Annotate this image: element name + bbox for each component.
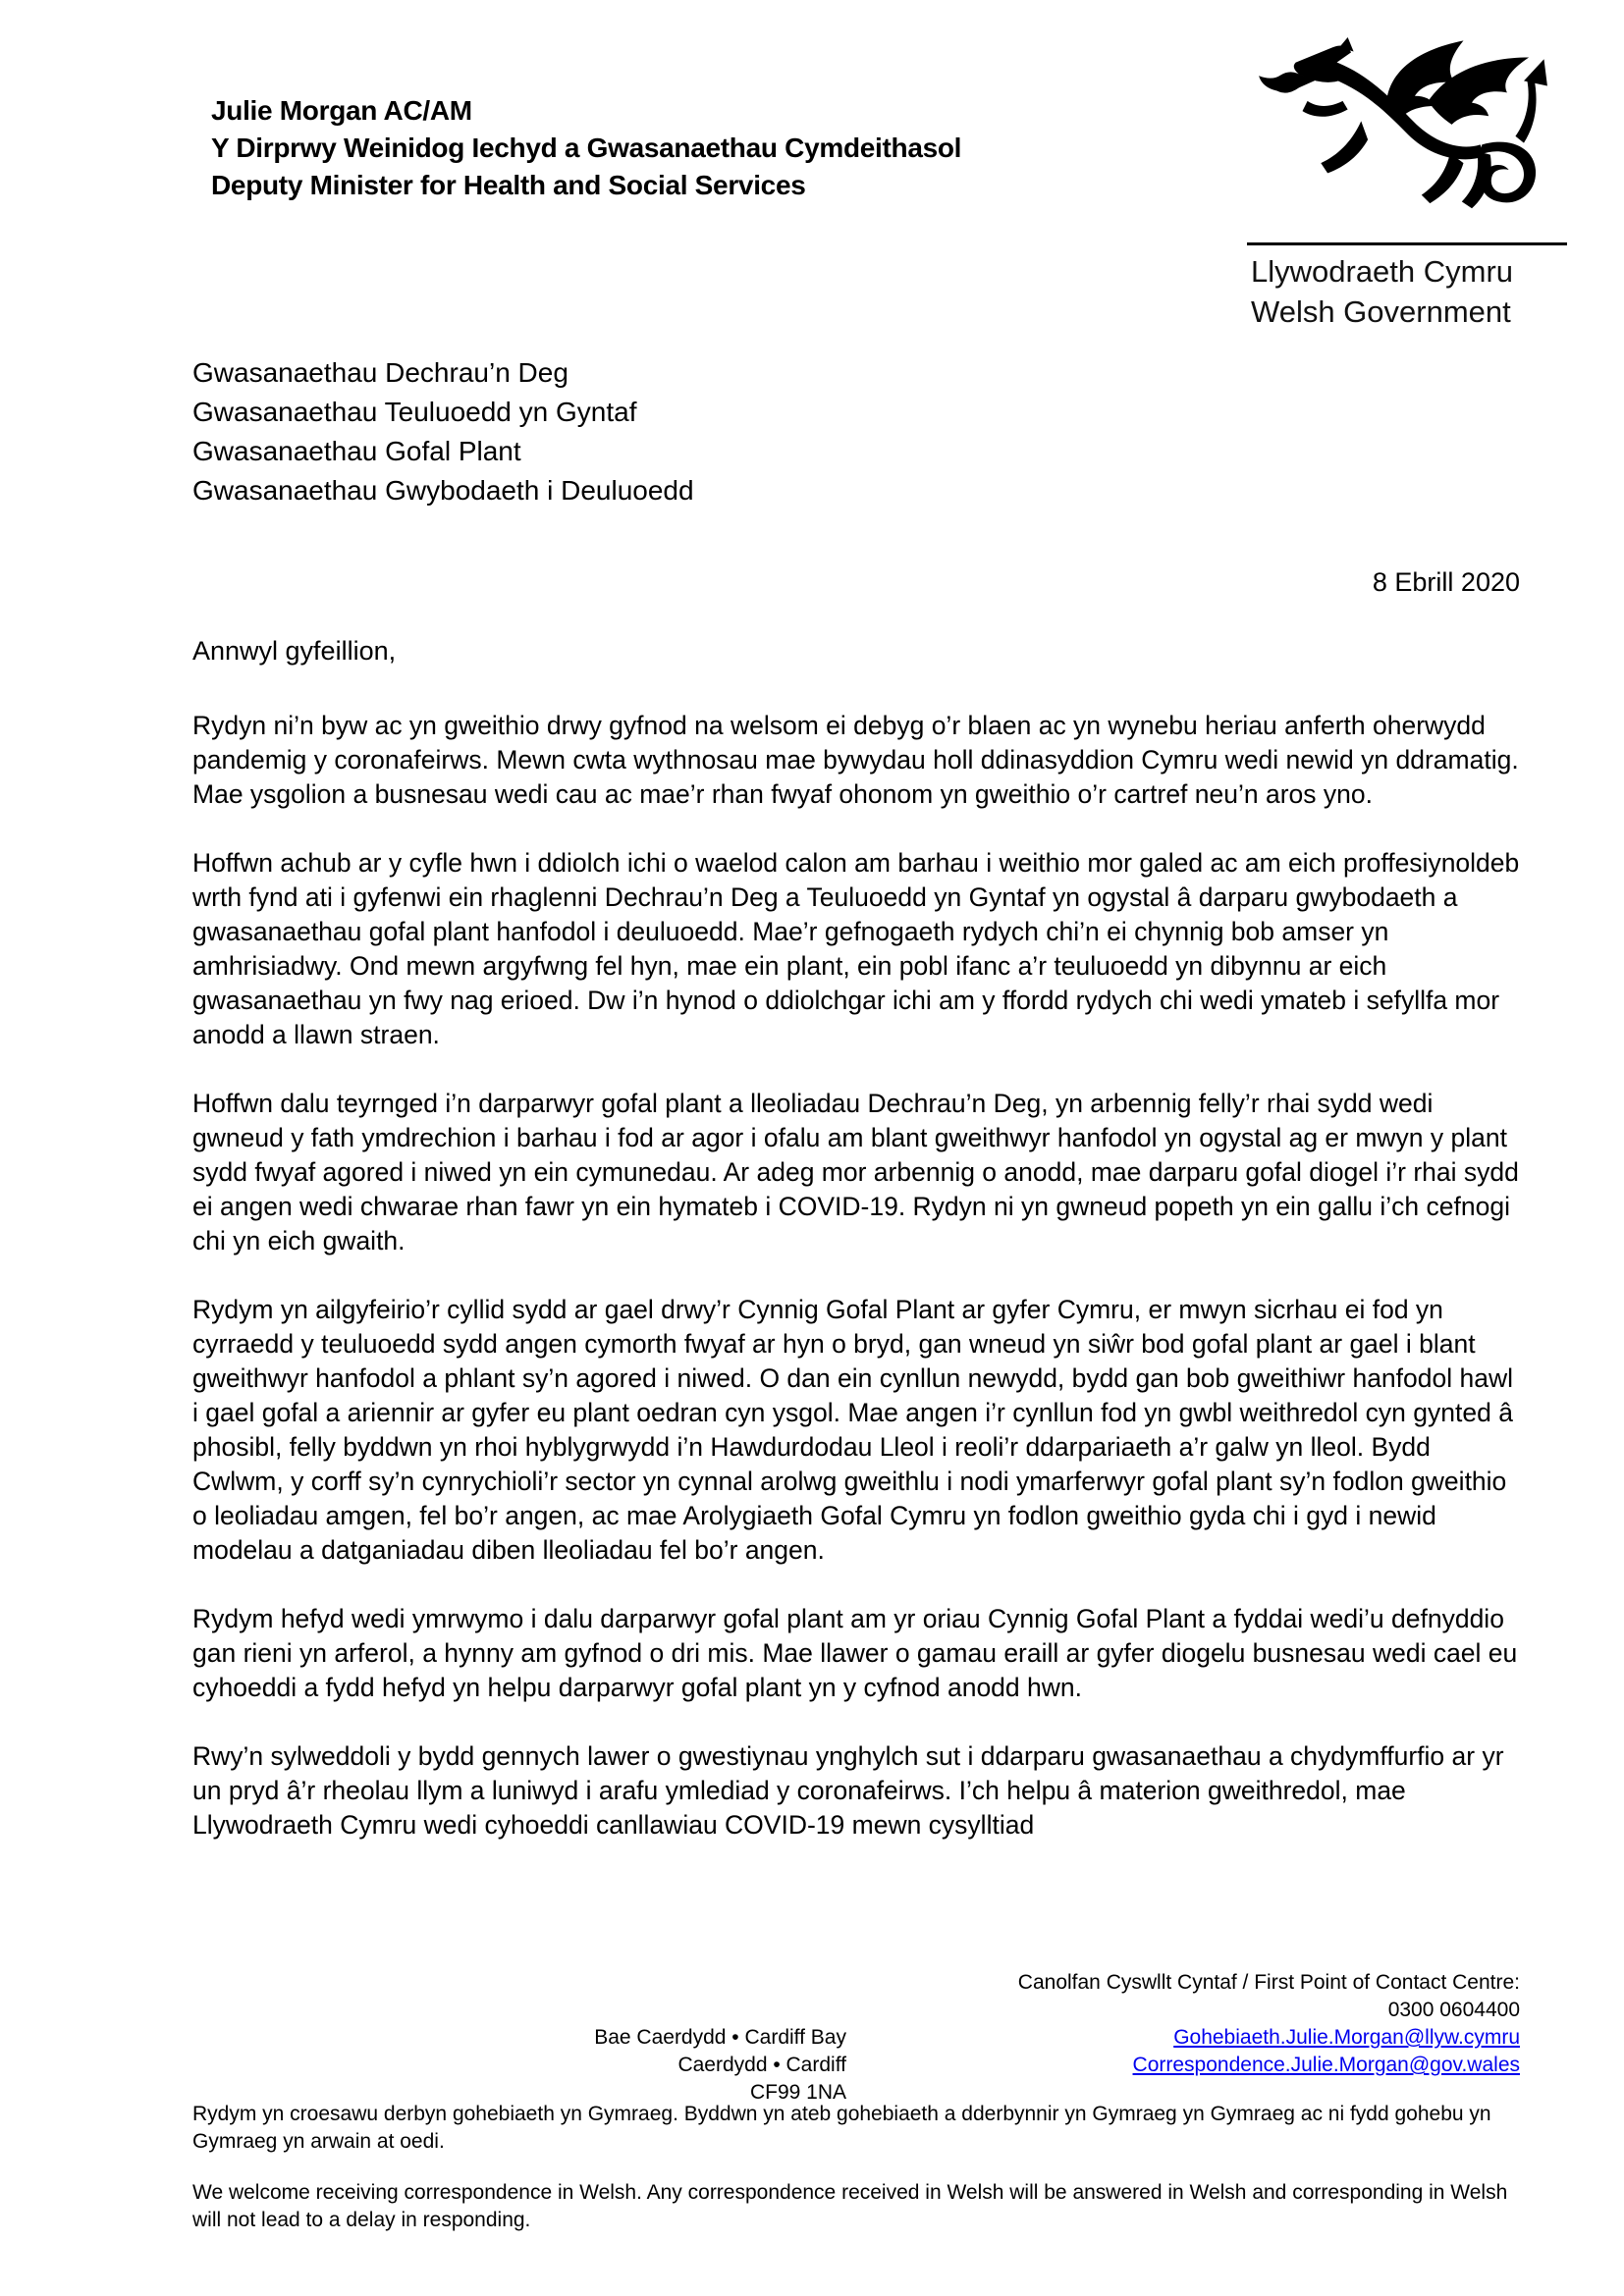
recipient-line: Gwasanaethau Gwybodaeth i Deuluoedd	[192, 475, 694, 506]
letter-body	[192, 709, 1520, 1877]
paragraph: Hoffwn dalu teyrnged i’n darparwyr gofal plant a lleoliadau Dechrau’n Deg, yn arbennig felly’r rhai sydd wedi gwneud y fath ymdrechion i barhau i fod ar agor i ofalu am blant gweithwyr hanfodol yn ogystal ag er mwyn y plant sydd fwyaf agored i niwed yn ein cymunedau. Ar adeg mor arbennig o anodd, mae darparu gofal diogel i’r rhai sydd ei angen wedi chwarae rhan fawr yn ein hymateb i COVID-19. Rydyn ni yn gwneud popeth yn ein gallu i’ch cefnogi chi yn eich gwaith.	[192, 1089, 1519, 1255]
english-language-note: We welcome receiving correspondence in Welsh. Any correspondence received in Welsh will be answered in Welsh and corresponding in Welsh will not lead to a delay in responding.	[192, 2181, 1508, 2231]
logo-wordmark-english: Welsh Government	[1251, 294, 1511, 329]
paragraph: Rydym hefyd wedi ymrwymo i dalu darparwyr gofal plant am yr oriau Cynnig Gofal Plant a fyddai wedi’u defnyddio gan rieni yn arferol, a hynny am gyfnod o dri mis. Mae llawer o gamau eraill ar gyfer diogelu busnesau wedi cael eu cyhoeddi a fydd hefyd yn helpu darparwyr gofal plant yn y cyfnod anodd hwn.	[192, 1604, 1518, 1702]
letterhead	[211, 92, 961, 204]
address-line: Caerdydd • Cardiff	[677, 2054, 846, 2076]
minister-title-welsh: Y Dirprwy Weinidog Iechyd a Gwasanaethau Cymdeithasol	[211, 133, 962, 163]
welsh-government-logo	[1235, 37, 1569, 332]
paragraph: Rydym yn ailgyfeirio’r cyllid sydd ar gael drwy’r Cynnig Gofal Plant ar gyfer Cymru, er mwyn sicrhau ei fod yn cyrraedd y teuluoedd sydd angen cymorth fwyaf ar hyn o bryd, gan wneud yn siŵr bod gofal plant ar gael i blant gweithwyr hanfodol a phlant sy’n agored i niwed. O dan ein cynllun newydd, bydd gan bob gweithiwr hanfodol hawl i gael gofal a ariennir ar gyfer eu plant oedran cyn ysgol. Mae angen i’r cynllun fod yn gwbl weithredol cyn gynted â phosibl, felly byddwn yn rhoi hyblygrwydd i’n Hawdurdodau Lleol i reoli’r ddarpariaeth a’r galw yn lleol. Bydd Cwlwm, y corff sy’n cynrychioli’r sector yn cynnal arolwg gweithlu i nodi ymarferwyr gofal plant sy’n fodlon gweithio o leoliadau amgen, fel bo’r angen, ac mae Arolygiaeth Gofal Cymru yn fodlon gweithio gyda chi i gyd i newid modelau a datganiadau diben lleoliadau fel bo’r angen.	[192, 1295, 1513, 1565]
paragraph: Rwy’n sylweddoli y bydd gennych lawer o gwestiynau ynghylch sut i ddarparu gwasanaethau a chydymffurfio ar yr un pryd â’r rheolau llym a luniwyd i arafu ymlediad y coronafeirws. I’ch helpu â materion gweithredol, mae Llywodraeth Cymru wedi cyhoeddi canllawiau COVID-19 mewn cysylltiad	[192, 1741, 1504, 1840]
logo-divider	[1247, 242, 1567, 245]
recipient-line: Gwasanaethau Teuluoedd yn Gyntaf	[192, 397, 637, 427]
salutation: Annwyl gyfeillion,	[192, 636, 397, 666]
welsh-language-note: Rydym yn croesawu derbyn gohebiaeth yn Gymraeg. Byddwn yn ateb gohebiaeth a dderbynnir yn Gymraeg yn Gymraeg ac ni fydd gohebu yn Gymraeg yn arwain at oedi.	[192, 2103, 1491, 2153]
footer-address-block	[594, 2024, 846, 2107]
recipient-list	[192, 353, 694, 510]
minister-title-english: Deputy Minister for Health and Social Services	[211, 170, 806, 200]
logo-wordmark-welsh: Llywodraeth Cymru	[1251, 254, 1514, 289]
email-link-english[interactable]: Correspondence.Julie.Morgan@gov.wales	[1132, 2054, 1520, 2076]
recipient-line: Gwasanaethau Gofal Plant	[192, 436, 521, 466]
welsh-dragon-icon	[1235, 37, 1569, 239]
footer-contact-block	[1018, 1969, 1520, 2079]
address-line: CF99 1NA	[749, 2081, 846, 2104]
letter-date: 8 Ebrill 2020	[1372, 567, 1520, 597]
contact-centre-label: Canolfan Cyswllt Cyntaf / First Point of Contact Centre:	[1017, 1971, 1520, 1994]
email-link-welsh[interactable]: Gohebiaeth.Julie.Morgan@llyw.cymru	[1173, 2026, 1520, 2049]
minister-name: Julie Morgan AC/AM	[211, 95, 472, 126]
recipient-line: Gwasanaethau Dechrau’n Deg	[192, 357, 568, 388]
paragraph: Hoffwn achub ar y cyfle hwn i ddiolch ichi o waelod calon am barhau i weithio mor galed ac am eich proffesiynoldeb wrth fynd ati i gyfenwi ein rhaglenni Dechrau’n Deg a Teuluoedd yn Gyntaf yn ogystal â darparu gwybodaeth a gwasanaethau gofal plant hanfodol i deuluoedd. Mae’r gefnogaeth rydych chi’n ei chynnig bob amser yn amhrisiadwy. Ond mewn argyfwng fel hyn, mae ein plant, ein pobl ifanc a’r teuluoedd yn dibynnu ar eich gwasanaethau yn fwy nag erioed. Dw i’n hynod o ddiolchgar ichi am y ffordd rydych chi wedi ymateb i sefyllfa mor anodd a llawn straen.	[192, 848, 1520, 1049]
paragraph: Rydyn ni’n byw ac yn gweithio drwy gyfnod na welsom ei debyg o’r blaen ac yn wynebu heriau anferth oherwydd pandemig y coronafeirws. Mewn cwta wythnosau mae bywydau holl ddinasyddion Cymru wedi newid yn ddramatig. Mae ysgolion a busnesau wedi cau ac mae’r rhan fwyaf ohonom yn gweithio o’r cartref neu’n aros yno.	[192, 711, 1519, 809]
contact-phone: 0300 0604400	[1387, 1999, 1520, 2021]
address-line: Bae Caerdydd • Cardiff Bay	[594, 2026, 846, 2049]
